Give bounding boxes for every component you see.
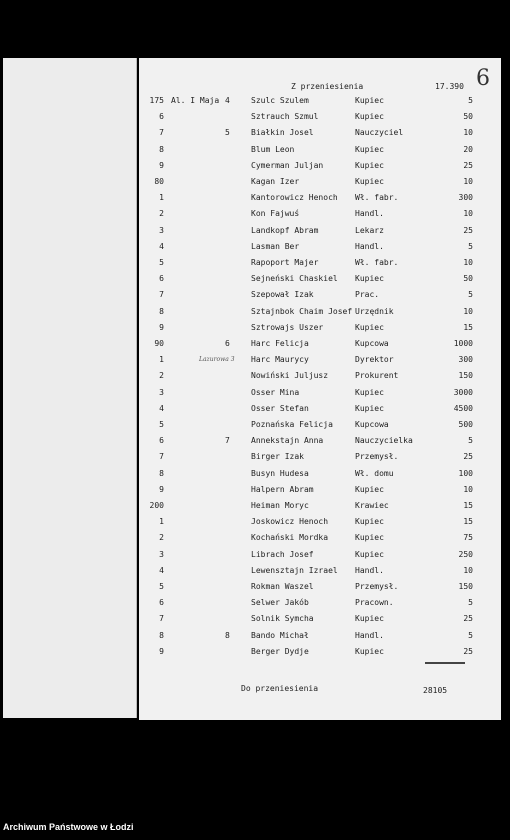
ledger-row [139,193,501,209]
amount: 300 [458,193,473,203]
person-name: Nowiński Juljusz [251,371,329,381]
amount: 5 [468,598,473,608]
handwritten-annotation: Lazurowa 3 [199,356,235,364]
occupation: Kupiec [355,387,384,397]
amount: 3000 [453,387,473,397]
street-name: Al. I Maja [171,96,220,105]
person-name: Selwer Jakób [251,598,309,608]
entry-number: 9 [159,322,164,332]
ledger-row [139,436,501,452]
ledger-row [139,274,501,290]
entry-number: 5 [159,420,164,429]
carry-out-value: 28105 [423,686,448,695]
person-name: Landkopf Abram [251,225,319,235]
ledger-row [139,533,501,549]
person-name: Joskowicz Henoch [251,517,329,527]
ledger-row [139,339,501,355]
amount: 500 [458,420,473,429]
ledger-row [139,452,501,468]
amount: 5 [468,241,473,251]
amount: 5 [468,630,473,640]
occupation: Prokurent [355,371,399,381]
entry-number: 4 [159,403,164,413]
person-name: Osser Mina [251,387,300,397]
page-number-mark: 6 [476,66,490,91]
entry-number: 7 [159,128,164,138]
entry-number: 7 [159,452,164,462]
person-name: Librach Josef [251,549,314,559]
person-name: Rapoport Majer [251,258,319,267]
occupation: Wł. fabr. [355,193,399,203]
amount: 50 [463,274,473,284]
entry-number: 1 [159,193,164,203]
entry-number: 4 [159,565,164,575]
house-number: 8 [225,630,230,640]
entry-number: 9 [159,160,164,170]
entry-number: 8 [159,630,164,640]
ledger-row [139,226,501,242]
occupation: Kupiec [355,322,384,332]
ledger-row [139,550,501,566]
person-name: Lewensztajn Izrael [251,565,338,575]
occupation: Urzędnik [355,306,394,316]
amount: 1000 [453,339,473,348]
ledger-row [139,290,501,306]
entry-number: 6 [159,598,164,608]
person-name: Blum Leon [251,144,295,154]
occupation: Kupiec [355,160,384,170]
house-number: 4 [225,96,230,105]
entry-number: 8 [159,144,164,154]
entry-number: 2 [159,533,164,543]
person-name: Sztrauch Szmul [251,112,319,122]
occupation: Pracown. [355,598,394,608]
person-name: Solnik Symcha [251,614,314,624]
occupation: Kupiec [355,403,384,413]
entry-number: 2 [159,209,164,219]
ledger-row [139,501,501,517]
house-number: 7 [225,436,230,446]
person-name: Annekstajn Anna [251,436,324,446]
ledger-row [139,566,501,582]
amount: 150 [458,371,473,381]
amount: 25 [463,160,473,170]
occupation: Kupiec [355,144,384,154]
occupation: Kupiec [355,517,384,527]
amount: 10 [463,258,473,267]
occupation: Prac. [355,290,380,300]
person-name: Kon Fajwuś [251,209,300,219]
ledger-row [139,469,501,485]
person-name: Szulc Szulem [251,96,309,105]
amount: 10 [463,306,473,316]
ledger-row [139,96,501,112]
amount: 10 [463,128,473,138]
ledger-row [139,582,501,598]
entry-number: 5 [159,582,164,591]
person-name: Birger Izak [251,452,304,462]
person-name: Cymerman Juljan [251,160,324,170]
ledger-row [139,371,501,387]
ledger-row [139,209,501,225]
person-name: Kochański Mordka [251,533,329,543]
occupation: Handl. [355,630,384,640]
amount: 20 [463,144,473,154]
person-name: Rokman Waszel [251,582,314,591]
ledger-row [139,388,501,404]
occupation: Handl. [355,565,384,575]
entry-number: 5 [159,258,164,267]
person-name: Kagan Izer [251,177,300,186]
ledger-row [139,420,501,436]
ledger-row [139,307,501,323]
ledger-row [139,517,501,533]
occupation: Kupiec [355,614,384,624]
occupation: Dyrektor [355,355,394,365]
occupation: Handl. [355,241,384,251]
occupation: Kupiec [355,549,384,559]
occupation: Handl. [355,209,384,219]
amount: 25 [463,646,473,656]
entry-number: 200 [149,501,164,510]
person-name: Poznańska Felicja [251,420,333,429]
total-underline [425,662,465,664]
entry-number: 175 [149,96,164,105]
occupation: Kupiec [355,484,384,494]
person-name: Sztrowajs Uszer [251,322,324,332]
ledger-row [139,258,501,274]
amount: 10 [463,177,473,186]
amount: 25 [463,614,473,624]
entry-number: 90 [154,339,164,348]
occupation: Kupiec [355,646,384,656]
entry-number: 6 [159,274,164,284]
amount: 10 [463,484,473,494]
house-number: 6 [225,339,230,348]
entry-number: 7 [159,614,164,624]
occupation: Kupcowa [355,420,389,429]
person-name: Szepował Izak [251,290,314,300]
ledger-page [139,58,501,720]
carry-out-label: Do przeniesienia [241,684,319,693]
occupation: Przemysł. [355,582,399,591]
ledger-row [139,323,501,339]
entry-number: 3 [159,225,164,235]
entry-number: 3 [159,387,164,397]
entry-number: 80 [154,177,164,186]
amount: 300 [458,355,473,365]
person-name: Lasman Ber [251,241,300,251]
ledger-row [139,112,501,128]
ledger-row [139,404,501,420]
occupation: Kupcowa [355,339,389,348]
occupation: Wł. fabr. [355,258,399,267]
carry-in-label: Z przeniesienia [291,82,364,91]
ledger-row [139,485,501,501]
amount: 25 [463,225,473,235]
ledger-row [139,242,501,258]
person-name: Białkin Josel [251,128,314,138]
entry-number: 3 [159,549,164,559]
occupation: Kupiec [355,274,384,284]
entry-number: 7 [159,290,164,300]
entry-number: 9 [159,646,164,656]
occupation: Kupiec [355,533,384,543]
entry-number: 9 [159,484,164,494]
ledger-row [139,177,501,193]
occupation: Kupiec [355,96,384,105]
entry-number: 8 [159,468,164,478]
amount: 250 [458,549,473,559]
amount: 10 [463,209,473,219]
amount: 4500 [453,403,473,413]
occupation: Przemysł. [355,452,399,462]
person-name: Harc Felicja [251,339,309,348]
person-name: Busyn Hudesa [251,468,309,478]
person-name: Bando Michał [251,630,309,640]
occupation: Nauczyciel [355,128,404,138]
person-name: Osser Stefan [251,403,309,413]
left-page [3,58,137,718]
person-name: Sejneński Chaskiel [251,274,338,284]
carry-in-value: 17.390 [435,82,464,91]
person-name: Halpern Abram [251,484,314,494]
ledger-row [139,145,501,161]
person-name: Harc Maurycy [251,355,309,365]
ledger-row [139,161,501,177]
occupation: Wł. domu [355,468,394,478]
ledger-row [139,128,501,144]
occupation: Krawiec [355,501,389,510]
person-name: Kantorowicz Henoch [251,193,338,203]
entry-number: 2 [159,371,164,381]
occupation: Lekarz [355,225,384,235]
ledger-row [139,355,501,371]
person-name: Berger Dydje [251,646,309,656]
amount: 25 [463,452,473,462]
entry-number: 6 [159,436,164,446]
entry-number: 1 [159,517,164,527]
amount: 50 [463,112,473,122]
amount: 100 [458,468,473,478]
archive-watermark: Archiwum Państwowe w Łodzi [3,822,134,832]
amount: 150 [458,582,473,591]
person-name: Heiman Moryc [251,501,309,510]
entry-number: 8 [159,306,164,316]
amount: 5 [468,290,473,300]
occupation: Nauczycielka [355,436,413,446]
entry-number: 6 [159,112,164,122]
ledger-row [139,614,501,630]
amount: 10 [463,565,473,575]
amount: 5 [468,436,473,446]
amount: 5 [468,96,473,105]
entry-number: 1 [159,355,164,365]
amount: 15 [463,517,473,527]
person-name: Sztajnbok Chaim Josef [251,306,353,316]
occupation: Kupiec [355,177,384,186]
ledger-row [139,631,501,647]
amount: 15 [463,501,473,510]
amount: 15 [463,322,473,332]
ledger-row [139,647,501,663]
entry-number: 4 [159,241,164,251]
ledger-row [139,598,501,614]
amount: 75 [463,533,473,543]
house-number: 5 [225,128,230,138]
occupation: Kupiec [355,112,384,122]
